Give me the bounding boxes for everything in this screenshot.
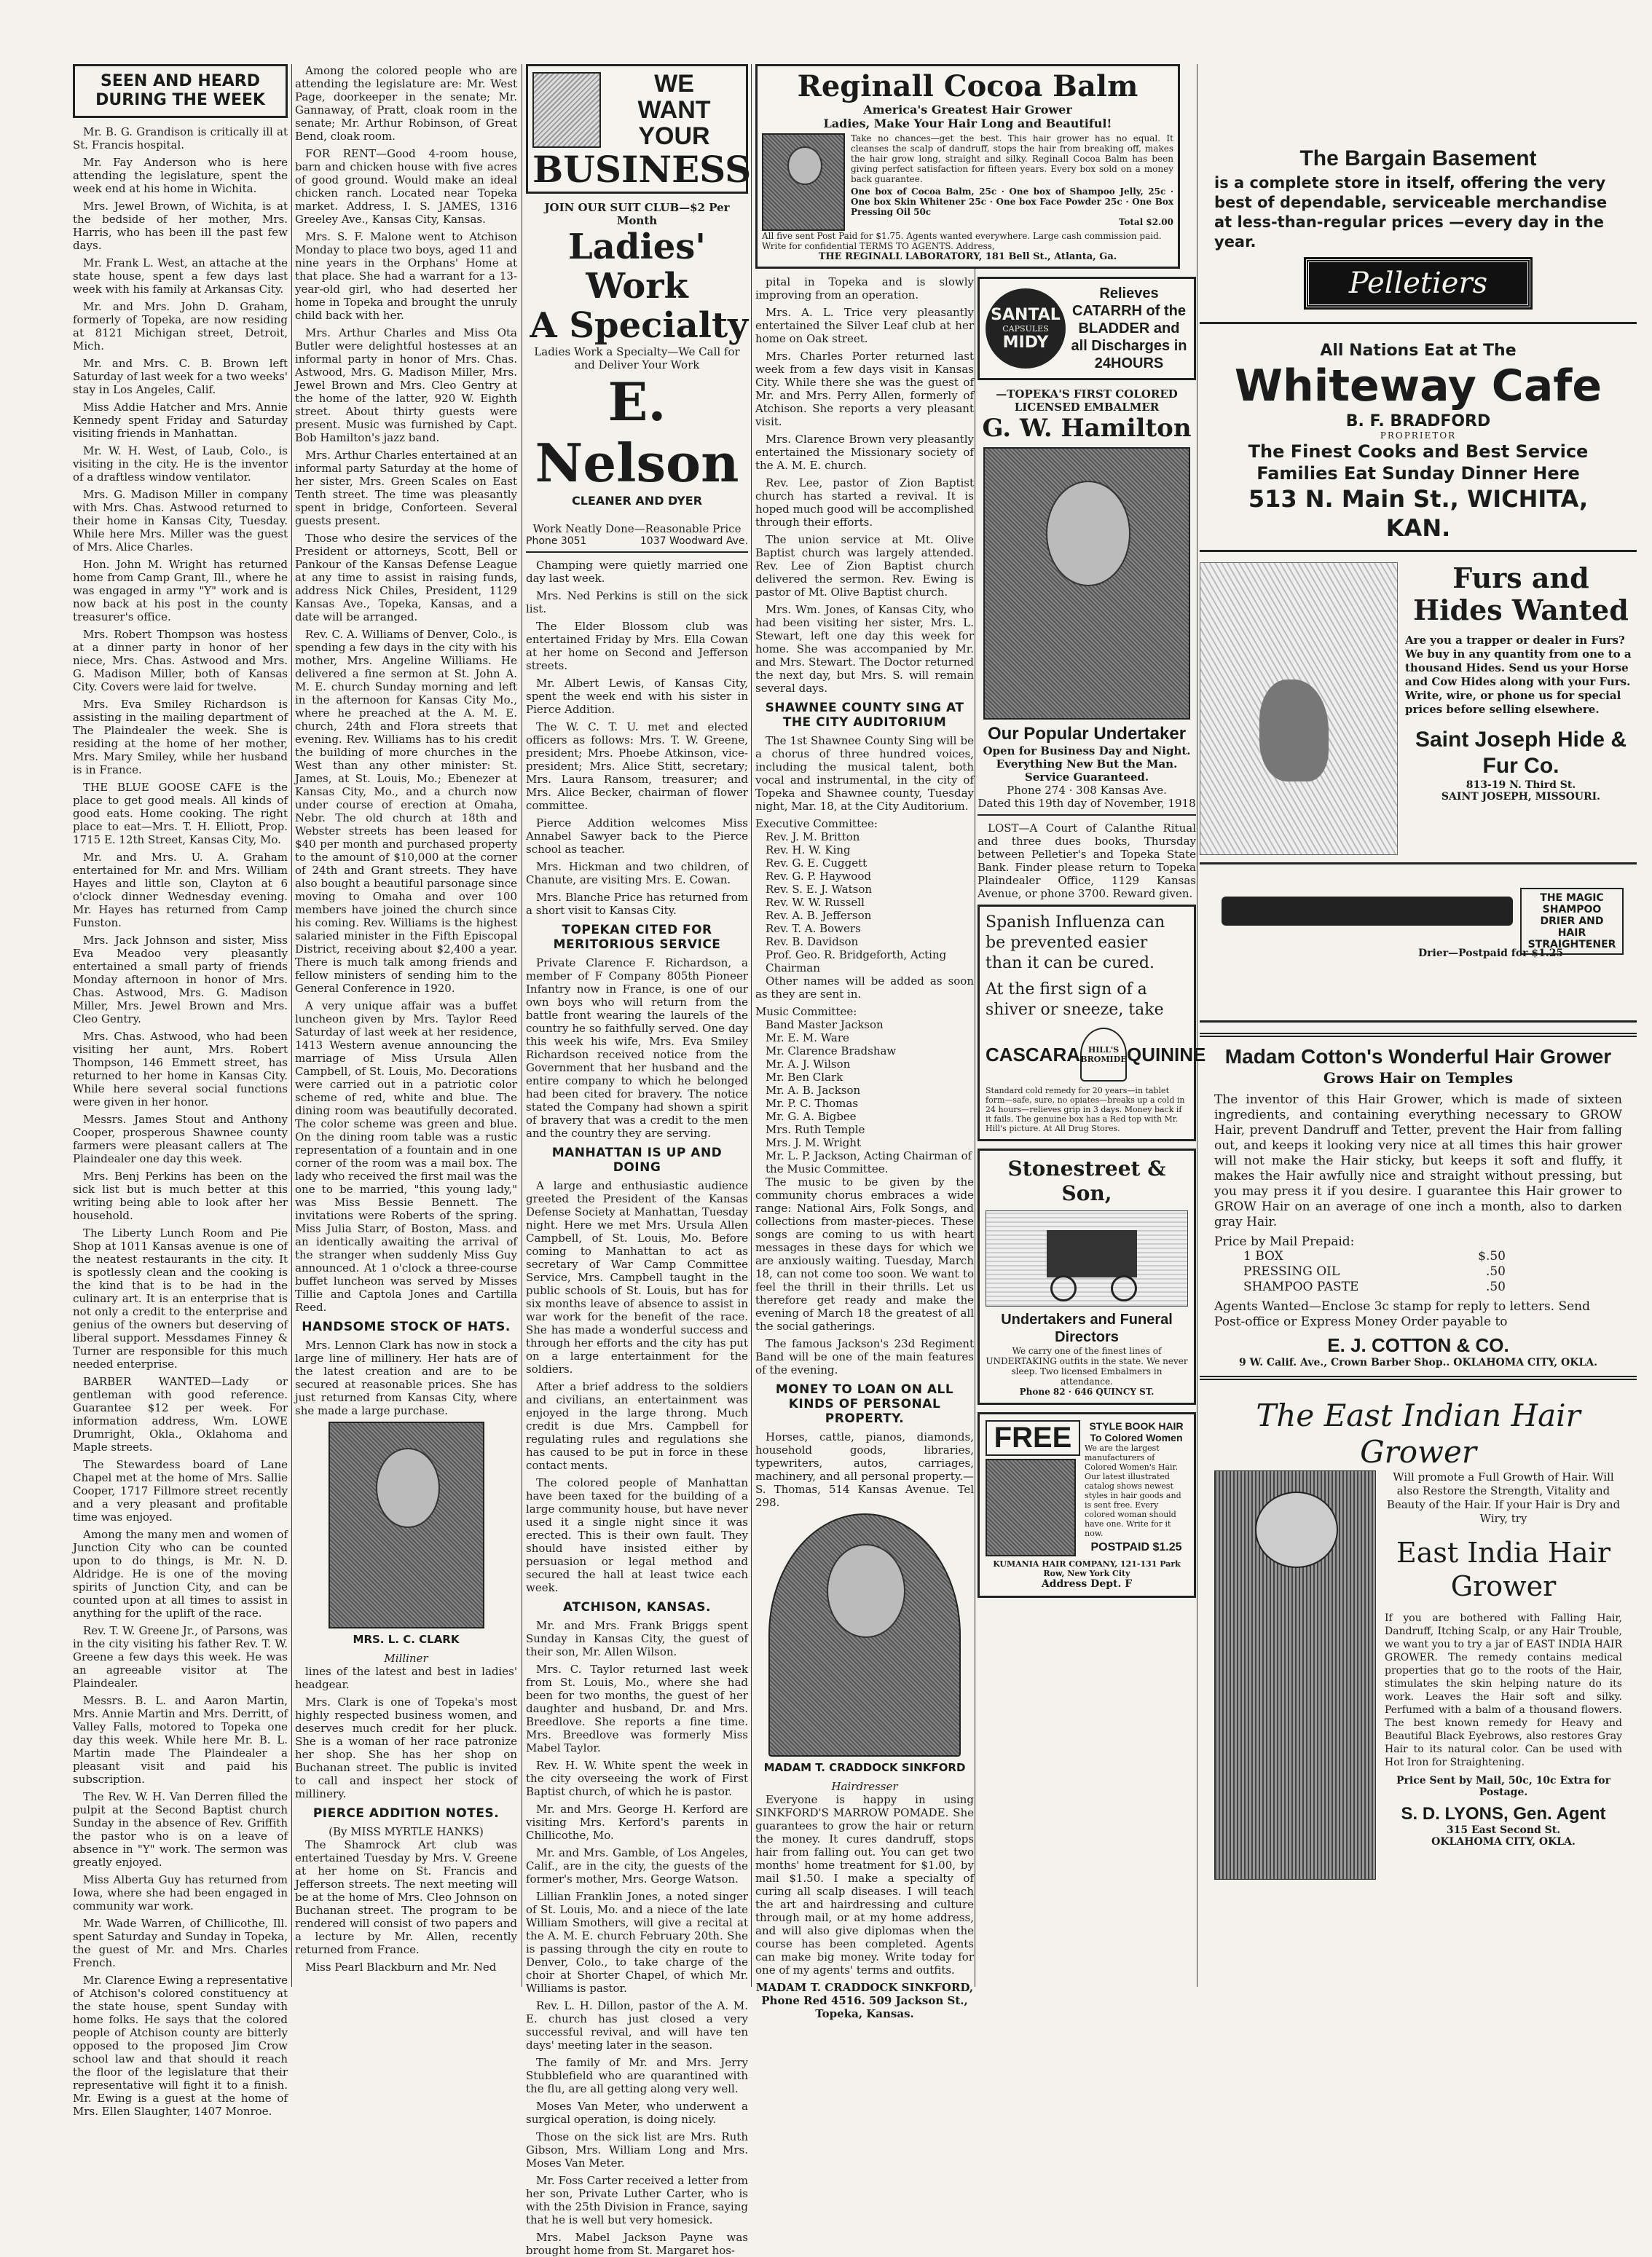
hearse-illustration — [986, 1210, 1188, 1307]
column-two — [295, 64, 517, 2001]
news-item: Mr. Wade Warren, of Chillicothe, Ill. spent Saturday and Sunday in Topeka, the guest of Mr. and Mrs. Charles French. — [73, 1917, 288, 1969]
capsules-word: CAPSULES — [1002, 323, 1049, 334]
clark-caption: MRS. L. C. CLARK — [353, 1633, 460, 1646]
cleaner-dyer: CLEANER AND DYER — [571, 494, 703, 508]
news-item: Mr. Frank L. West, an attache at the state house, spent a few days last week with his family at Arkansas City. — [73, 256, 288, 296]
reginall-sub1: America's Greatest Hair Grower — [863, 103, 1072, 117]
news-item: The family of Mr. and Mrs. Jerry Stubblefield who are quarantined with the flu, are all getting along very well. — [526, 2056, 748, 2095]
pelletiers-logo: Pelletiers — [1306, 259, 1530, 307]
price-mail: Price by Mail Prepaid: — [1214, 1234, 1355, 1249]
reginall-prices: One box of Cocoa Balm, 25c · One box of Shampoo Jelly, 25c · One box Skin Whitener 25c · One box Face Powder 25c · One Box Pressing Oil 50c — [851, 186, 1173, 217]
news-item: Mrs. Clarence Brown very pleasantly entertained the Missionary society of the A. M. E. church. — [755, 433, 974, 472]
cascara-ad — [978, 905, 1206, 1141]
news-item: Messrs. B. L. and Aaron Martin, Mrs. Annie Martin and Mrs. Derritt, of Valley Falls, motored to Topeka one day this week. While here Mr. B. L. Martin made The Plaindealer a pleasant visit and paid his subscription. — [73, 1694, 288, 1786]
committee-member: Rev. T. A. Bowers — [766, 922, 861, 935]
news-item: Mrs. Jewel Brown, of Wichita, is at the bedside of her mother, Mrs. Harris, who has been ill the past few days. — [73, 200, 288, 252]
news-item: Those who desire the services of the President or attorneys, Scott, Bell or Pankour of the Kansas Defense League at any time to assist in raising funds, address Nick Chiles, President, 1129 Kansas Ave., Topeka, Kansas, and a date will be arranged. — [295, 532, 517, 623]
furs-hides-ad — [1200, 562, 1637, 864]
news-item: Mrs. Chas. Astwood, who had been visiting her aunt, Mrs. Robert Thompson, 146 Emmett street, has returned to her home in Kansas City. While here several social functions were given in her honor. — [73, 1030, 288, 1108]
east-text: If you are bothered with Falling Hair, Dandruff, Itching Scalp, or any Hair Trouble, we want you to try a jar of EAST INDIA HAIR GROWER. The remedy contains medical properties that go to the roots of the Hair, stimulates the skin helping nature do its work. Leaves the Hair soft and silky. Perfumed with a balm of a thousand flowers. The best known remedy for Heavy and Beautiful Black Eyebrows, also restores Gray Hair to its natural color. Can be used with Hot Iron for Straightening. — [1385, 1612, 1622, 1768]
col2-items-b — [295, 1665, 517, 1800]
news-item: Rev. Lee, pastor of Zion Baptist church has started a revival. It is hoped much good will be accomplished through their efforts. — [755, 476, 974, 529]
news-item: Mrs. Eva Smiley Richardson is assisting in the mailing department of The Plaindealer the week. She is residing at the home of her mother, Mrs. Mary Smiley, while her husband is in France. — [73, 698, 288, 776]
business-line: BUSINESS — [532, 148, 752, 191]
news-item: Champing were quietly married one day last week. — [526, 559, 748, 585]
ladies-work-title: Ladies' Work — [568, 227, 706, 307]
price-row — [1243, 1264, 1506, 1280]
seen-heard-heading-box — [73, 64, 288, 118]
news-item: Mrs. Charles Porter returned last week from a few days visit in Kansas City. While there she was the guest of Mr. and Mrs. Perry Allen, formerly of Atchison. She reports a very pleasant visit. — [755, 350, 974, 428]
news-item: Lillian Franklin Jones, a noted singer of St. Louis, Mo. and a niece of the late William Smothers, will give a recital at the A. M. E. church February 20th. She is passing through the city en route to Denver, Colo., to take charge of the choir at Shorter Chapel, of which Mr. Williams is pastor. — [526, 1890, 748, 1995]
nelson-phone: Phone 3051 — [526, 535, 587, 547]
want-line: WANT — [637, 96, 711, 124]
news-item: Mr. W. H. West, of Laub, Colo., is visiting in the city. He is the inventor of a draftless window ventilator. — [73, 444, 288, 484]
column-three — [526, 64, 752, 2257]
east-indian-hair-grower-ad — [1200, 1390, 1637, 1887]
nelson-name: E. Nelson — [535, 371, 739, 494]
reginall-portrait — [762, 133, 845, 231]
sj-company: Saint Joseph Hide & Fur Co. — [1415, 728, 1627, 778]
news-item: Mrs. Clark is one of Topeka's most highly respected business women, and deserves much credit for her pluck. She is a woman of her race patronize her shop. She has her shop on Buchanan street. The public is invited to call and inspect her stock of millinery. — [295, 1695, 517, 1800]
magic-shampoo-ad — [1200, 875, 1637, 1023]
sing-text: The 1st Shawnee County Sing will be a chorus of three hundred voices, including the musical talent, both vocal and instrumental, in the city of Topeka and Shawnee county, Tuesday night, Mar. 18, at the City Auditorium. — [755, 734, 974, 813]
seen-heard-heading: SEEN AND HEARD DURING THE WEEK — [95, 72, 265, 109]
nelson-address: 1037 Woodward Ave. — [640, 535, 748, 547]
stonestreet-name: Stonestreet & Son, — [1007, 1157, 1166, 1205]
news-item: Mr. Foss Carter received a letter from her son, Private Luther Carter, who is with the 25th Division in France, saying that he is well but very homesick. — [526, 2174, 748, 2226]
music-committee-member: Mr. A. B. Jackson — [766, 1084, 861, 1097]
stonestreet-phone: Phone 82 · 646 QUINCY ST. — [1019, 1387, 1155, 1397]
price-value: .50 — [1485, 1280, 1506, 1294]
cotton-text: The inventor of this Hair Grower, which is made of sixteen ingredients, and containing everything necessary to GROW Hair, prevent Dandruff and Tetter, prevent the Hair from falling out, and keeps it looking very nice at all times this hair grower will not make the Hair sticky, but keeps it soft and fluffy, it makes the Hair awfully nice and straight without pressing, but you may press it if you desire. I guarantee this Hair grower to GROW Hair on an average of one inch a month, also to darken gray Hair. — [1214, 1092, 1622, 1229]
committee-member: Rev. H. W. King — [766, 843, 851, 856]
whiteway-top: All Nations Eat at The — [1320, 342, 1517, 360]
news-item: The union service at Mt. Olive Baptist church was largely attended. Rev. Lee of Zion Baptist church delivered the sermon. Rev. Ewing is pastor of Mt. Olive Baptist church. — [755, 533, 974, 599]
hills-word: HILL'S — [1087, 1045, 1120, 1055]
atchison-items — [526, 1619, 748, 2257]
news-item: Mrs. Robert Thompson was hostess at a dinner party in honor of her niece, Mrs. Chas. Astwood and Mrs. G. Madison Miller, both of Kansas City. Covers were laid for twelve. — [73, 628, 288, 693]
news-item: Mr. and Mrs. John D. Graham, formerly of Topeka, are now residing at 8121 Michigan street, Detroit, Mich. — [73, 300, 288, 352]
news-item: The Liberty Lunch Room and Pie Shop at 1011 Kansas avenue is one of the neatest restaurants in the city. It is spotlessly clean and the cooking is the kind that is to be had in the culinary art. It is an enterprise that is not only a credit to the enterprise and genius of the owners but deserving of liberal support. Messdames Finney & Turner are responsible for this much needed enterprise. — [73, 1226, 288, 1371]
band-text: The famous Jackson's 23d Regiment Band will be one of the main features of the evening. — [755, 1337, 974, 1376]
news-item: Mrs. Blanche Price has returned from a short visit to Kansas City. — [526, 891, 748, 917]
news-item: Miss Pearl Blackburn and Mr. Ned — [305, 1961, 497, 1974]
ladies-sub: Ladies Work a Specialty—We Call for and Deliver Your Work — [534, 345, 740, 371]
postpaid: POSTPAID $1.25 — [1090, 1541, 1182, 1553]
specialty-title: A Specialty — [530, 305, 748, 346]
news-item: BARBER WANTED—Lady or gentleman with good reference. Guarantee $12 per week. For information address, Wm. LOWE Drumright, Okla., Oklahoma and Maple streets. — [73, 1375, 288, 1454]
committee-member: Rev. J. M. Britton — [766, 830, 860, 843]
east-price: Price Sent by Mail, 50c, 10c Extra for Postage. — [1396, 1775, 1610, 1798]
committee-member: Rev. W. W. Russell — [766, 896, 865, 909]
cotton-agents: Agents Wanted—Enclose 3c stamp for reply to letters. Send Post-office or Express Money Order payable to — [1214, 1299, 1591, 1329]
news-item: Messrs. James Stout and Anthony Cooper, prosperous Shawnee county farmers were pleasant callers at The Plaindealer one day this week. — [73, 1113, 288, 1165]
east-name1: East India Hair — [1396, 1537, 1611, 1569]
news-item: A large and enthusiastic audience greeted the President of the Kansas Defense Society at Manhattan, Tuesday night. Here we met Mrs. Ursula Allen Campbell, of St. Louis, Mo. Before coming to Manhattan to act as secretary of War Camp Committee Service, Mrs. Campbell taught in the public schools of St. Louis, but has for six months leave of absence to assist in war work for the benefit of the race. She has made a wonderful success and through her efforts and the city has put on a large entertainment for the soldiers. — [526, 1179, 748, 1376]
news-item: Mrs. G. Madison Miller in company with Mrs. Chas. Astwood returned to their home in Kansas City, Tuesday. While here Mrs. Miller was the guest of Mrs. Alice Charles. — [73, 488, 288, 554]
hills-bottle — [1080, 1028, 1127, 1082]
news-item: Mrs. Arthur Charles entertained at an informal party Saturday at the home of her sister, Mrs. Green Scales on East Tenth street. The time was pleasantly spent in bridge, Conforteen. Several guests present. — [295, 449, 517, 527]
money-text: Horses, cattle, pianos, diamonds, household goods, libraries, typewriters, autos, carriages, machinery, and all personal property.—S. Thomas, 514 Kansas Avenue. Tel 298. — [755, 1430, 974, 1509]
news-item: Mr. and Mrs. U. A. Graham entertained for Mr. and Mrs. William Hayes and little son, Clayton at 6 o'clock dinner Wednesday evening. Mr. Hayes has returned from Camp Funston. — [73, 851, 288, 929]
news-item: Rev. C. A. Williams of Denver, Colo., is spending a few days in the city with his mother, Mrs. Angeline Williams. He delivered a fine sermon at St. John A. M. E. church Sunday morning and left in the afternoon for Kansas City Mo., where he preached at the A. M. E. church, 24th and Flora streets that evening. Rev. Williams has to his credit the building of more churches in the West than any other minister: St. James, at St. Louis, Mo.; Ebenezer at Kansas City, Mo., and a church now under course of erection at Omaha, Nebr. The old church at 18th and Webster streets has been leased for $40 per month and purchased property to the amount of $10,000 at the corner of 24th and Grant streets. They have also bought a beautiful parsonage since moving to Omaha and over 100 members have joined the church since his coming. Rev. Williams is the highest salaried minister in the Fifth Episcopal District, receiving about $2,400 a year. There is much talk among friends and fellow ministers of sending him to the General Conference in 1920. — [295, 628, 517, 995]
bromide-word: BROMIDE — [1080, 1055, 1127, 1064]
we-want-business-ad — [526, 64, 752, 194]
cotton-title: Madam Cotton's Wonderful Hair Grower — [1224, 1045, 1612, 1068]
manhattan-items — [526, 1179, 748, 1594]
music-committee-member: Mr. G. A. Bigbee — [766, 1110, 857, 1123]
price-list — [1214, 1249, 1506, 1295]
sinkford-text: Everyone is happy in using SINKFORD'S MARROW POMADE. She guarantees to grow the hair or return the money. It cures dandruff, stops hair from falling out. You can get two months' home treatment for $1.00, by mail $1.50. I make a specialty of curing all scalp diseases. I will teach the art and hairdressing and culture through mail, or at my home address, and will also give diplomas when the course has been completed. Agents can make big money. Write today for one of my agents' terms and outfits. — [755, 1793, 974, 1977]
hats-text: Mrs. Lennon Clark has now in stock a large line of millinery. Her hats are of the latest creation and are to be secured at reasonable prices. She has just returned from Kansas City, where she made a large purchase. — [295, 1339, 517, 1417]
hats-heading: HANDSOME STOCK OF HATS. — [302, 1320, 511, 1334]
news-item: lines of the latest and best in ladies' headgear. — [295, 1665, 517, 1691]
sinkford-footer: MADAM T. CRADDOCK SINKFORD, Phone Red 4516. 509 Jackson St., Topeka, Kansas. — [755, 1981, 974, 2020]
news-item: Mrs. A. L. Trice very pleasantly entertained the Silver Leaf club at her home on Oak street. — [755, 306, 974, 345]
music-committee-member: Band Master Jackson — [766, 1018, 884, 1031]
sj-city: SAINT JOSEPH, MISSOURI. — [1441, 791, 1601, 803]
news-item: Rev. L. H. Dillon, pastor of the A. M. E. church has just closed a very successful revival, and will have ten days' meeting later in the season. — [526, 1999, 748, 2052]
news-item: pital in Topeka and is slowly improving from an operation. — [755, 275, 974, 302]
committee-member: Rev. A. B. Jefferson — [766, 909, 872, 922]
music-committee-member: Mr. E. M. Ware — [766, 1031, 849, 1044]
news-item: Mr. Fay Anderson who is here attending the legislature, spent the week end at his home in Wichita. — [73, 156, 288, 195]
news-item: The Stewardess board of Lane Chapel met at the home of Mrs. Sallie Cooper, 1717 Fillmore street recently and a very pleasant and profitable time was enjoyed. — [73, 1458, 288, 1524]
stonestreet-text: We carry one of the finest lines of UNDERTAKING outfits in the state. We never sleep. Two licensed Embalmers in attendance. — [986, 1346, 1188, 1387]
east-name2: Grower — [1450, 1570, 1557, 1602]
cotton-hair-grower-ad — [1200, 1033, 1637, 1380]
hamilton-top: —TOPEKA'S FIRST COLORED LICENSED EMBALMER — [996, 387, 1178, 414]
bargain-title: The Bargain Basement — [1299, 146, 1537, 170]
cascara-word: CASCARA — [986, 1043, 1080, 1066]
price-item: SHAMPOO PASTE — [1243, 1280, 1359, 1294]
bargain-basement-ad — [1200, 64, 1637, 324]
news-item: Rev. H. W. White spent the week in the city overseeing the work of First Baptist church, of which he is pastor. — [526, 1759, 748, 1798]
clark-subcaption: Milliner — [384, 1652, 428, 1665]
furs-title: Furs and Hides Wanted — [1413, 562, 1629, 626]
undertaker-addr: Phone 274 · 308 Kansas Ave. — [1007, 784, 1167, 797]
cotton-address: 9 W. Calif. Ave., Crown Barber Shop.. OKLAHOMA CITY, OKLA. — [1239, 1357, 1597, 1368]
stonestreet-ad — [978, 1149, 1196, 1405]
price-row — [1243, 1280, 1506, 1295]
atchison-heading: ATCHISON, KANSAS. — [563, 1600, 711, 1615]
news-item: Among the many men and women of Junction City who can be counted upon to do things, is Mr. N. D. Aldridge. He is one of the moving spirits of Junction City, and can be counted upon at all times to assist in anything for the uplift of the race. — [73, 1528, 288, 1620]
flu-small: Standard cold remedy for 20 years—in tablet form—safe, sure, no opiates—breaks up a cold in 24 hours—relieves grip in 3 days. Money back if it fails. The genuine box has a Red top with Mr. Hill's picture. At All Drug Stores. — [986, 1086, 1185, 1133]
flu-line2: At the first sign of a shiver or sneeze, take — [986, 980, 1164, 1019]
neatly-done: Work Neatly Done—Reasonable Price — [532, 522, 742, 535]
free-word: FREE — [986, 1420, 1080, 1456]
cotton-sub: Grows Hair on Temples — [1323, 1069, 1514, 1087]
east-lines: Will promote a Full Growth of Hair. Will also Restore the Strength, Vitality and Beauty of the Hair. If your Hair is Dry and Wiry, try — [1386, 1470, 1621, 1525]
cited-text: Private Clarence F. Richardson, a member of F Company 805th Pioneer Infantry now in France, is one of our own boys who will return from the battle front wearing the laurels of the country he so faithfully served. One day this week his wife, Mrs. Eva Smiley Richardson received notice from the Government that her husband and the entire company to which he belonged had been cited for bravery. The notice stated the Company had shown a spirit of bravery that was a credit to the men and the country they are serving. — [526, 956, 748, 1140]
nelson-contact — [526, 535, 748, 553]
reginall-lab: THE REGINALL LABORATORY, 181 Bell St., Atlanta, Ga. — [818, 251, 1117, 262]
column-rule — [751, 64, 752, 1987]
sinkford-subcaption: Hairdresser — [831, 1780, 898, 1793]
hamilton-name: G. W. Hamilton — [982, 414, 1192, 443]
news-item: Moses Van Meter, who underwent a surgical operation, is doing nicely. — [526, 2100, 748, 2126]
whiteway-cafe-ad — [1200, 334, 1637, 552]
pierce-heading: PIERCE ADDITION NOTES. — [312, 1806, 500, 1821]
news-item: Mrs. C. Taylor returned last week from St. Louis, Mo., where she had been for two months, the guest of her daughter and husband, Dr. and Mrs. Breedlove. She reports a fine time. Mrs. Breedlove was formerly Miss Mabel Taylor. — [526, 1663, 748, 1754]
news-item: The W. C. T. U. met and elected officers as follows: Mrs. T. W. Greene, president; Mrs. Phoebe Atkinson, vice-president; Mrs. Alice Stitt, secretary; Mrs. Laura Ransom, treasurer; and Mrs. Alice Becker, chairman of flower committee. — [526, 720, 748, 812]
news-item: The colored people of Manhattan have been taxed for the building of a large community house, but have never used it a single night since it was erected. This is their own fault. They should have insisted either by persuasion or legal method and secured the hall at least twice each week. — [526, 1476, 748, 1594]
col3-items-a — [526, 559, 748, 917]
column-five — [978, 277, 1206, 2003]
lost-notice: LOST—A Court of Calanthe Ritual and three dues books, Thursday between Pelletier's and Topeka State Bank. Finder please return to Topeka Plaindealer Office, 1129 Kansas Avenue, or phone 3700. Reward given. — [978, 822, 1196, 900]
music-committee-label: Music Committee: — [755, 1005, 857, 1018]
flu-line1: Spanish Influenza can be prevented easier than it can be cured. — [986, 913, 1165, 972]
manhattan-heading: MANHATTAN IS UP AND DOING — [551, 1146, 723, 1175]
price-item: PRESSING OIL — [1243, 1264, 1340, 1279]
music-committee-member: Mr. P. C. Thomas — [766, 1097, 859, 1110]
music-committee-member: Mr. Clarence Bradshaw — [766, 1044, 897, 1057]
news-item: Mrs. Mabel Jackson Payne was brought home from St. Margaret hos- — [526, 2231, 748, 2257]
pierce-items — [295, 1838, 517, 1974]
sj-address: 813-19 N. Third St. — [1466, 779, 1576, 791]
sing-heading: SHAWNEE COUNTY SING AT THE CITY AUDITORIUM — [765, 701, 964, 730]
whiteway-name: Whiteway Cafe — [1234, 361, 1602, 411]
price-item: 1 BOX — [1243, 1249, 1283, 1264]
magic-price: Drier—Postpaid for $1.25 — [1418, 948, 1564, 959]
news-item: Mrs. Benj Perkins has been on the sick list but is much better at this writing being able to look after her household. — [73, 1170, 288, 1222]
free-text: We are the largest manufacturers of Colored Women's Hair. Our latest illustrated catalog shows newest styles in hair goods and is sent free. Every colored woman should have one. Write for it now. — [1085, 1443, 1181, 1538]
reginall-title: Reginall Cocoa Balm — [797, 69, 1138, 103]
hair-illustration — [986, 1459, 1076, 1556]
trapper-illustration — [1200, 562, 1398, 855]
santal-capsule-seal — [986, 288, 1066, 369]
news-item: Mrs. Ned Perkins is still on the sick list. — [526, 589, 748, 615]
your-line: YOUR — [638, 122, 710, 150]
sinkford-photo — [768, 1513, 961, 1757]
committee-member: Rev. S. E. J. Watson — [766, 883, 873, 896]
reginall-body: Take no chances—get the best. This hair grower has no equal. It cleanses the scalp of dandruff, stops the hair from breaking off, makes the hair grow long, straight and silky. Reginall Cocoa Balm has been giving perfect satisfaction for fifteen years. Every box sold on a money back guarantee. — [851, 133, 1173, 184]
reginall-footer: All five sent Post Paid for $1.75. Agents wanted everywhere. Large cash commission paid. Write for confidential TERMS TO AGENTS. Address, — [762, 231, 1162, 251]
bargain-text: is a complete store in itself, offering the very best of dependable, serviceable merchandise at less-than-regular prices —every day in the year. — [1214, 174, 1608, 251]
col2-items-a — [295, 64, 517, 1314]
santal-title: Relieves CATARRH of the BLADDER and all Discharges in 24HOURS — [1071, 285, 1187, 371]
news-item: Those on the sick list are Mrs. Ruth Gibson, Mrs. William Long and Mrs. Moses Van Meter. — [526, 2130, 748, 2170]
sinkford-caption: MADAM T. CRADDOCK SINKFORD — [763, 1761, 966, 1774]
news-item: A very unique affair was a buffet luncheon given by Mrs. Taylor Reed Saturday of last week at her residence, 1413 Western avenue announcing the marriage of Miss Ursula Allen Campbell, of St. Louis, Mo. Decorations were carried out in a patriotic color scheme of red, white and blue. The dining room was beautifully decorated. The color scheme was green and blue. On the dining room table was a rustic representation of a fountain and in one corner of the room was a mail box. The lady who received the first mail was the one to be married, "this young lady," was Miss Bessie Bennett. The invitations were Roberts of the spring. Miss Julia Starr, of Boston, Mass. and an identically awaiting the arrival of the stranger when suddenly Miss Guy announced. At 1 o'clock a three-course buffet luncheon was served by Misses Tillie and Captola Jones and Cartilla Reed. — [295, 999, 517, 1314]
news-item: FOR RENT—Good 4-room house, barn and chicken house with five acres of good ground. Would make an ideal chicken ranch. Located near Topeka market. Address, I. S. JAMES, 1316 Greeley Ave., Kansas City, Kansas. — [295, 147, 517, 226]
families-sunday: Families Eat Sunday Dinner Here — [1256, 463, 1580, 484]
address-dept: Address Dept. F — [1041, 1578, 1133, 1590]
column-seen-and-heard — [73, 64, 288, 2118]
news-item: Mr. and Mrs. George H. Kerford are visiting Mrs. Kerford's parents in Chillicothe, Mo. — [526, 1803, 748, 1842]
music-committee-member: Mr. L. P. Jackson, Acting Chairman of the Music Committee. — [766, 1149, 972, 1175]
names-note: Other names will be added as soon as they are sent in. — [755, 974, 974, 1001]
midy-word: MIDY — [1002, 333, 1049, 352]
committee-member: Rev. G. P. Haywood — [766, 870, 871, 883]
music-committee-list — [755, 1018, 974, 1175]
news-item: Mrs. S. F. Malone went to Atchison Monday to place two boys, aged 11 and nine years in the Orphans' Home at that place. She had a warrant for a 13-year-old girl, who had deserted her home in Topeka and brought the unruly child back with her. — [295, 230, 517, 322]
style-book: STYLE BOOK HAIR To Colored Women — [1089, 1420, 1184, 1443]
pierce-byline: (By MISS MYRTLE HANKS) — [329, 1825, 484, 1838]
news-item: Rev. T. W. Greene Jr., of Parsons, was in the city visiting his father Rev. T. W. Greene a few days this week. He was an agreeable visitor at The Plaindealer. — [73, 1624, 288, 1690]
lyons-name: S. D. LYONS, Gen. Agent — [1401, 1804, 1606, 1824]
undertaker-sub: Open for Business Day and Night. Everything New But the Man. Service Guaranteed. — [983, 744, 1191, 784]
free-style-book-ad — [978, 1412, 1196, 1598]
reginall-ad — [755, 64, 1180, 269]
news-item: THE BLUE GOOSE CAFE is the place to get good meals. All kinds of good eats. Home cooking. The right place to eat—Mrs. T. H. Elliott, Prop. 1715 E. 12th Street, Kansas City, Mo. — [73, 781, 288, 846]
reginall-sub2: Ladies, Make Your Hair Long and Beautiful! — [823, 117, 1112, 130]
music-committee-member: Mrs. J. M. Wright — [766, 1136, 862, 1149]
magic-label: THE MAGIC SHAMPOO DRIER AND HAIR STRAIGHTENER — [1520, 888, 1624, 955]
clark-photo — [329, 1422, 484, 1628]
comb-illustration — [1222, 897, 1513, 926]
news-item: Miss Alberta Guy has returned from Iowa, where she had been engaged in community war work. — [73, 1873, 288, 1913]
news-item: Hon. John M. Wright has returned home from Camp Grant, Ill., where he was engaged in army "Y" work and is now back at his post in the county treasurer's office. — [73, 558, 288, 623]
exec-committee-label: Executive Committee: — [755, 817, 878, 830]
news-item: Mr. B. G. Grandison is critically ill at St. Francis hospital. — [73, 125, 288, 151]
column-rule — [291, 64, 292, 1987]
cotton-company: E. J. COTTON & CO. — [1327, 1334, 1509, 1356]
cited-heading: TOPEKAN CITED FOR MERITORIOUS SERVICE — [553, 923, 721, 952]
bradford-name: B. F. BRADFORD — [1345, 412, 1491, 430]
sign-illustration — [532, 72, 601, 148]
news-item: Mr. Albert Lewis, of Kansas City, spent the week end with his sister in Pierce Addition. — [526, 677, 748, 716]
music-committee-member: Mrs. Ruth Temple — [766, 1123, 865, 1136]
kumania: KUMANIA HAIR COMPANY, 121-131 Park Row, New York City — [993, 1559, 1181, 1578]
undertaker-title: Our Popular Undertaker — [987, 724, 1187, 744]
money-heading: MONEY TO LOAN ON ALL KINDS OF PERSONAL PROPERTY. — [775, 1382, 954, 1426]
east-title: The East Indian Hair Grower — [1256, 1398, 1581, 1470]
hamilton-photo — [983, 447, 1190, 720]
furs-text: Are you a trapper or dealer in Furs? We buy in any quantity from one to a thousand Hides. Send us your Horse and Cow Hides along with your Furs. Write, wire, or phone us for special prices before selling elsewhere. — [1405, 634, 1632, 716]
undertaker-date: Dated this 19th day of November, 1918 — [978, 797, 1196, 816]
committee-member: Prof. Geo. R. Bridgeforth, Acting Chairman — [766, 948, 947, 974]
news-item: Mr. Clarence Ewing a representative of Atchison's colored constituency at the state house, spent Sunday with home folks. He says that the colored people of Atchison county are bitterly opposed to the proposed Jim Crow school law and that should it reach the floor of the legislature that their representative will fight it to a finish. Mr. Ewing is a guest at the home of Mrs. Ellen Slaughter, 1407 Monroe. — [73, 1974, 288, 2118]
news-item: Mr. and Mrs. Frank Briggs spent Sunday in Kansas City, the guest of their son, Mr. Allen Wilson. — [526, 1619, 748, 1658]
col4-items-a — [755, 275, 974, 695]
news-item: Mrs. Arthur Charles and Miss Ota Butler were delightful hostesses at an informal party in honor of Mrs. Chas. Astwood, Mrs. G. Madison Miller, Mrs. Jewel Brown and Mrs. Cleo Gentry at the home of the latter, 920 W. Eighth street. About thirty guests were present. Music was furnished by Capt. Bob Hamilton's jazz band. — [295, 326, 517, 444]
wichita-address: 513 N. Main St., WICHITA, KAN. — [1248, 485, 1589, 542]
music-committee-member: Mr. Ben Clark — [766, 1071, 843, 1084]
finest-cooks: The Finest Cooks and Best Service — [1248, 441, 1589, 462]
santal-word: SANTAL — [991, 305, 1061, 324]
committee-member: Rev. B. Davidson — [766, 935, 859, 948]
reginall-total: Total $2.00 — [1118, 217, 1173, 227]
lyons-city: OKLAHOMA CITY, OKLA. — [1431, 1836, 1576, 1848]
price-row — [1243, 1249, 1506, 1264]
news-item: Mr. and Mrs. C. B. Brown left Saturday of last week for a two weeks' stay in Los Angeles, Calif. — [73, 357, 288, 396]
news-item: Mrs. Wm. Jones, of Kansas City, who had been visiting her sister, Mrs. L. Stewart, left one day this week for home. She was accompanied by Mr. and Mrs. Stewart. The Doctor returned the next day, but Mrs. S. will remain several days. — [755, 603, 974, 695]
column-six — [1200, 64, 1637, 2001]
news-item: The Elder Blossom club was entertained Friday by Mrs. Ella Cowan at her home on Second and Jefferson streets. — [526, 620, 748, 672]
we-line: WE — [654, 70, 694, 98]
news-item: Among the colored people who are attending the legislature are: Mr. West Page, doorkeeper in the senate; Mr. Gannaway, of Pratt, cloak room in the senate; Mr. Arthur Robinson, of Great Bend, cloak room. — [295, 64, 517, 143]
price-value: .50 — [1485, 1264, 1506, 1279]
news-item: Mrs. Jack Johnson and sister, Miss Eva Meadoo very pleasantly entertained a small party of friends Monday afternoon in honor of Mrs. Chas. Astwood, Mrs. G. Madison Miller, Mrs. Jewel Brown and Mrs. Cleo Gentry. — [73, 934, 288, 1025]
suit-club: JOIN OUR SUIT CLUB—$2 Per Month — [544, 201, 730, 227]
col4-body — [755, 275, 974, 2025]
undertakers-funeral: Undertakers and Funeral Directors — [1001, 1312, 1173, 1345]
news-item: After a brief address to the soldiers and civilians, an entertainment was enjoyed in the large throng. Much credit is due Mrs. Campbell for regulating rules and regulations she has caused to be put in force in these contact ments. — [526, 1380, 748, 1472]
music-text: The music to be given by the community chorus embraces a wide range: National Airs, Folk Songs, and collections from master-pieces. These songs are coming to us with heart messages in these days for which we are anxiously waiting. Tuesday, March 18, can not come too soon. We want to feel the thrill in their thrills. Let us therefore get ready and make the evening of March 18 the greatest of all the social gatherings. — [755, 1175, 974, 1333]
santal-midy-ad — [978, 277, 1196, 380]
price-value: $.50 — [1478, 1249, 1506, 1264]
exec-committee-list — [755, 830, 974, 974]
news-item: Mrs. Hickman and two children, of Chanute, are visiting Mrs. E. Cowan. — [526, 860, 748, 886]
committee-member: Rev. G. E. Cuggett — [766, 856, 868, 870]
proprietor-label: PROPRIETOR — [1380, 430, 1457, 441]
long-hair-illustration — [1214, 1470, 1376, 1880]
news-item: Mr. and Mrs. Gamble, of Los Angeles, Calif., are in the city, the guests of the former's mother, Mrs. George Watson. — [526, 1846, 748, 1886]
quinine-word: QUININE — [1127, 1043, 1206, 1066]
seen-heard-items — [73, 125, 288, 2118]
news-item: The Rev. W. H. Van Derren filled the pulpit at the Second Baptist church Sunday in the absence of Rev. Griffith the pastor who is on a leave of absence in "Y" work. The sermon was greatly enjoyed. — [73, 1790, 288, 1869]
news-item: Pierce Addition welcomes Miss Annabel Sawyer back to the Pierce school as teacher. — [526, 816, 748, 856]
news-item: The Shamrock Art club was entertained Tuesday by Mrs. V. Greene at her home on St. Francis and Jefferson streets. The next meeting will be at the home of Mrs. Cleo Johnson on Buchanan street. The program to be rendered will consist of two papers and a lecture by Mr. Allen, recently returned from France. — [295, 1838, 517, 1956]
news-item: Miss Addie Hatcher and Mrs. Annie Kennedy spent Friday and Saturday visiting friends in Manhattan. — [73, 401, 288, 440]
lyons-address: 315 East Second St. — [1446, 1824, 1561, 1836]
music-committee-member: Mr. A. J. Wilson — [766, 1057, 851, 1071]
